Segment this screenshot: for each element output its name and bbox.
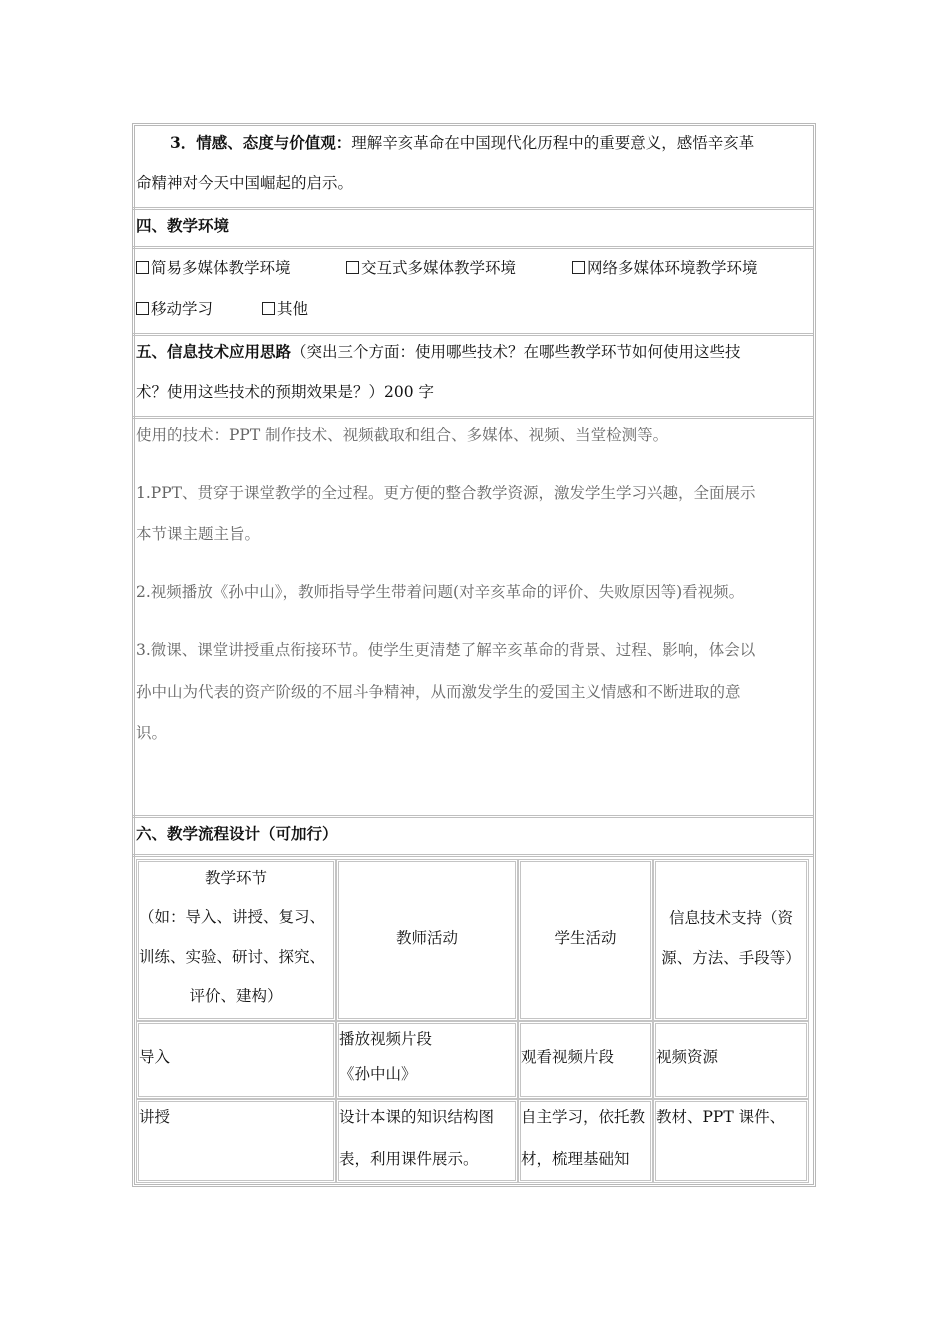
env-option-interactive[interactable]: 交互式多媒体教学环境 bbox=[346, 258, 516, 278]
section5-desc-2: 术？使用这些技术的预期效果是？）200 字 bbox=[136, 383, 435, 401]
env-option-other[interactable]: 其他 bbox=[262, 299, 308, 319]
point-1-line2: 本节课主题主旨。 bbox=[136, 525, 261, 543]
section6-title: 六、教学流程设计（可加行） bbox=[136, 824, 338, 843]
section3-line1 bbox=[170, 133, 754, 153]
point-3-line1: 3.微课、课堂讲授重点衔接环节。使学生更清楚了解辛亥革命的背景、过程、影响，体会以 bbox=[136, 641, 756, 659]
table-row-teacher: 播放视频片段 《孙中山》 bbox=[336, 1021, 518, 1099]
table-row-tech: 视频资源 bbox=[653, 1021, 809, 1099]
checkbox-icon[interactable] bbox=[136, 302, 149, 315]
env-option-mobile[interactable]: 移动学习 bbox=[136, 299, 213, 319]
row-divider bbox=[133, 246, 813, 249]
section5-desc-1: （突出三个方面：使用哪些技术？在哪些教学环节如何使用这些技 bbox=[291, 343, 741, 361]
point-2: 2.视频播放《孙中山》，教师指导学生带着问题(对辛亥革命的评价、失败原因等)看视频。 bbox=[136, 583, 745, 601]
row-divider bbox=[133, 815, 813, 818]
row-divider bbox=[133, 333, 813, 336]
header-cell-student: 学生活动 bbox=[518, 859, 653, 1021]
checkbox-icon[interactable] bbox=[346, 261, 359, 274]
section5-heading bbox=[136, 342, 741, 362]
checkbox-icon[interactable] bbox=[262, 302, 275, 315]
tech-used: 使用的技术：PPT 制作技术、视频截取和组合、多媒体、视频、当堂检测等。 bbox=[136, 426, 669, 444]
section3-text-2: 命精神对今天中国崛起的启示。 bbox=[136, 174, 354, 192]
row-divider bbox=[133, 207, 813, 210]
table-row-stage: 讲授 bbox=[136, 1099, 336, 1183]
section5-title: 五、信息技术应用思路 bbox=[136, 342, 292, 361]
table-row-student: 观看视频片段 bbox=[518, 1021, 653, 1099]
table-row-student: 自主学习，依托教 材，梳理基础知 bbox=[518, 1099, 653, 1183]
table-row-stage: 导入 bbox=[136, 1021, 336, 1099]
checkbox-icon[interactable] bbox=[136, 261, 149, 274]
env-option-network[interactable]: 网络多媒体环境教学环境 bbox=[572, 258, 758, 278]
point-3-line3: 识。 bbox=[136, 724, 168, 742]
point-1-line1: 1.PPT、贯穿于课堂教学的全过程。更方便的整合教学资源，激发学生学习兴趣，全面展示 bbox=[136, 484, 756, 502]
checkbox-icon[interactable] bbox=[572, 261, 585, 274]
row-divider bbox=[133, 416, 813, 419]
header-cell-stage: 教学环节 （如：导入、讲授、复习、 训练、实验、研讨、探究、 评价、建构） bbox=[136, 859, 336, 1021]
table-row-tech: 教材、PPT 课件、 bbox=[653, 1099, 809, 1183]
point-3-line2: 孙中山为代表的资产阶级的不屈斗争精神，从而激发学生的爱国主义情感和不断进取的意 bbox=[136, 683, 741, 701]
table-row-teacher: 设计本课的知识结构图 表，利用课件展示。 bbox=[336, 1099, 518, 1183]
section4-title: 四、教学环境 bbox=[136, 216, 230, 235]
header-cell-teacher: 教师活动 bbox=[336, 859, 518, 1021]
env-option-simple[interactable]: 简易多媒体教学环境 bbox=[136, 258, 291, 278]
row-divider bbox=[133, 854, 813, 857]
section3-text-1: 理解辛亥革命在中国现代化历程中的重要意义，感悟辛亥革 bbox=[351, 134, 755, 152]
header-cell-tech: 信息技术支持（资 源、方法、手段等） bbox=[653, 859, 809, 1021]
section3-label: 3．情感、态度与价值观： bbox=[170, 133, 352, 152]
